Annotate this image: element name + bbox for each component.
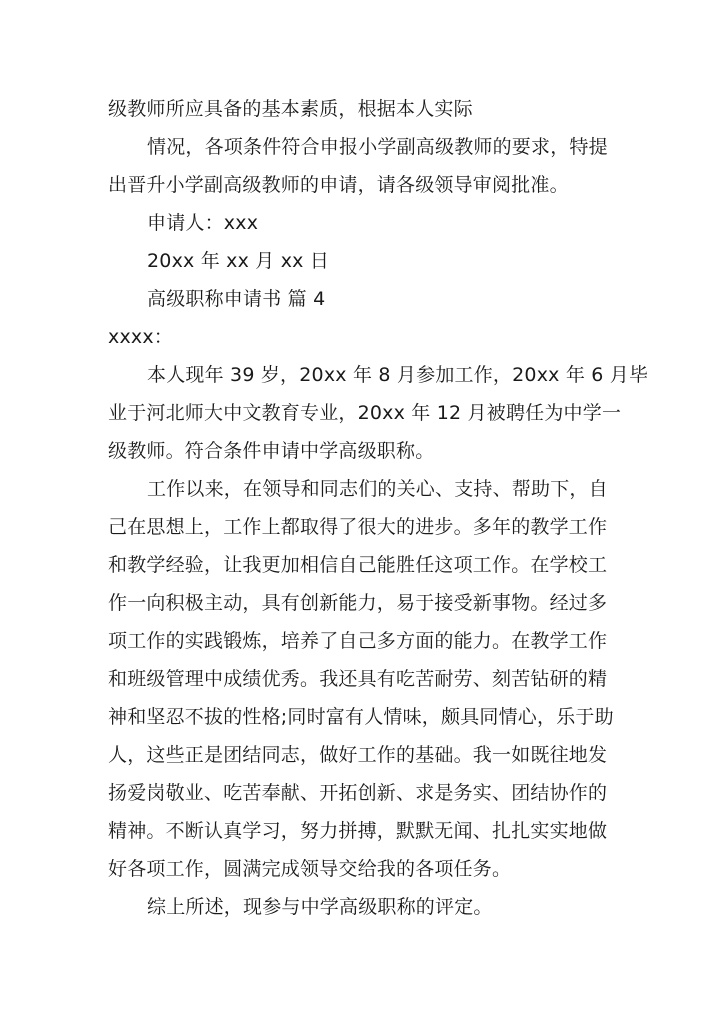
text-line: 级教师所应具备的基本素质，根据本人实际 <box>108 98 473 120</box>
text-line: 作一向积极主动，具有创新能力，易于接受新事物。经过多 <box>108 592 608 614</box>
salutation: xxxx： <box>108 326 173 348</box>
text-line: 业于河北师大中文教育专业，20xx 年 12 月被聘任为中学一 <box>108 402 622 424</box>
section-heading: 高级职称申请书 篇 4 <box>147 288 326 310</box>
text-line: 工作以来，在领导和同志们的关心、支持、帮助下，自 <box>147 478 608 500</box>
text-line: 精神。不断认真学习，努力拼搏，默默无闻、扎扎实实地做 <box>108 820 608 842</box>
text-line: 项工作的实践锻炼，培养了自己多方面的能力。在教学工作 <box>108 630 608 652</box>
text-line: 本人现年 39 岁，20xx 年 8 月参加工作，20xx 年 6 月毕 <box>147 364 649 386</box>
text-line: 级教师。符合条件申请中学高级职称。 <box>108 440 435 462</box>
date-line: 20xx 年 xx 月 xx 日 <box>147 250 330 272</box>
text-line: 和班级管理中成绩优秀。我还具有吃苦耐劳、刻苦钻研的精 <box>108 668 608 690</box>
text-line: 综上所述，现参与中学高级职称的评定。 <box>147 896 493 918</box>
text-line: 好各项工作，圆满完成领导交给我的各项任务。 <box>108 858 512 880</box>
text-line: 己在思想上，工作上都取得了很大的进步。多年的教学工作 <box>108 516 608 538</box>
text-line: 扬爱岗敬业、吃苦奉献、开拓创新、求是务实、团结协作的 <box>108 782 608 804</box>
text-line: 出晋升小学副高级教师的申请，请各级领导审阅批准。 <box>108 174 569 196</box>
text-line: 情况，各项条件符合申报小学副高级教师的要求，特提 <box>147 136 608 158</box>
text-line: 人，这些正是团结同志，做好工作的基础。我一如既往地发 <box>108 744 608 766</box>
applicant-line: 申请人：xxx <box>147 212 259 234</box>
text-line: 和教学经验，让我更加相信自己能胜任这项工作。在学校工 <box>108 554 608 576</box>
text-line: 神和坚忍不拔的性格;同时富有人情味，颇具同情心，乐于助 <box>108 706 614 728</box>
